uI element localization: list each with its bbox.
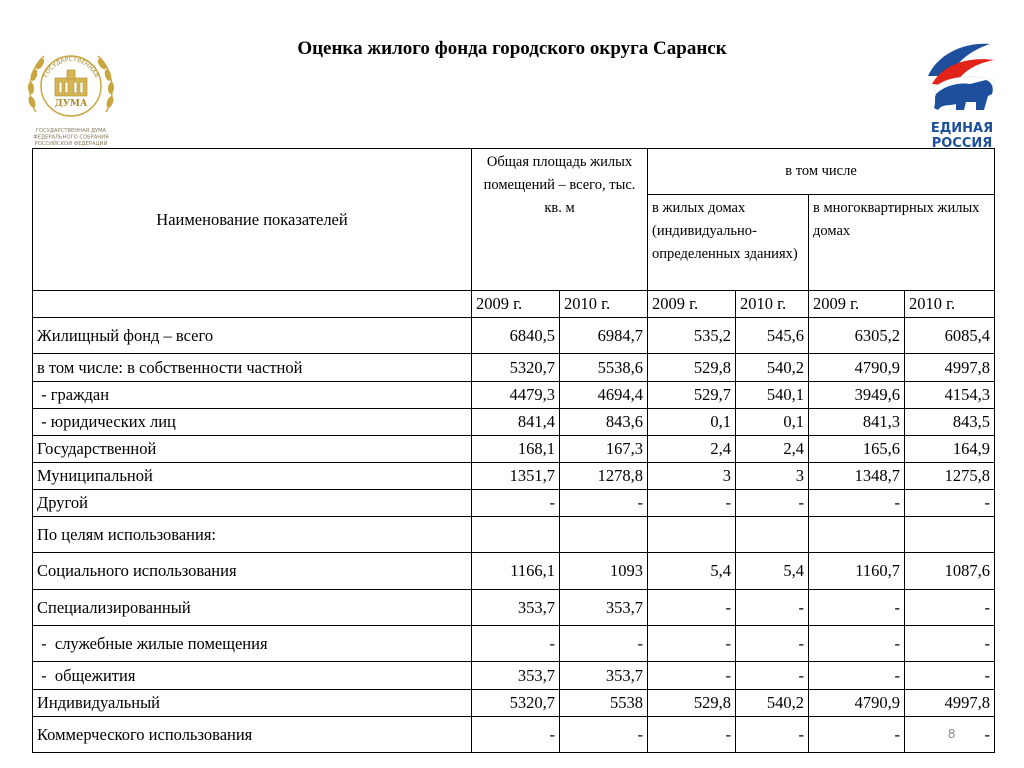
- row-label: Индивидуальный: [33, 690, 472, 717]
- logo-text-line-2: РОССИЯ: [931, 136, 993, 150]
- table-cell: 0,1: [736, 409, 809, 436]
- table-cell: 4694,4: [560, 382, 648, 409]
- table-cell: -: [905, 490, 995, 517]
- logo-text-line-1: ЕДИНАЯ: [930, 121, 994, 136]
- table-cell: -: [809, 662, 905, 690]
- table-cell: 4479,3: [472, 382, 560, 409]
- table-cell: 540,1: [736, 382, 809, 409]
- table-row: [33, 382, 995, 409]
- table-cell: -: [736, 590, 809, 626]
- table-cell: -: [560, 490, 648, 517]
- table-cell: -: [736, 662, 809, 690]
- row-label: - служебные жилые помещения: [33, 626, 472, 662]
- table-cell: 164,9: [905, 436, 995, 463]
- table-cell: 535,2: [648, 318, 736, 354]
- header-total-area: Общая площадь жилых помещений – всего, тыс. кв. м: [472, 149, 648, 291]
- table-cell: 1351,7: [472, 463, 560, 490]
- table-cell: 841,3: [809, 409, 905, 436]
- table-cell: -: [472, 717, 560, 753]
- table-cell: 168,1: [472, 436, 560, 463]
- table-row: [33, 436, 995, 463]
- table-cell: 2,4: [648, 436, 736, 463]
- table-cell: 5,4: [648, 553, 736, 590]
- table-row: [33, 590, 995, 626]
- table-cell: 3: [736, 463, 809, 490]
- table-cell: 1166,1: [472, 553, 560, 590]
- table-cell: 5538: [560, 690, 648, 717]
- row-label: - общежития: [33, 662, 472, 690]
- row-label: в том числе: в собственности частной: [33, 354, 472, 382]
- table-cell: -: [648, 717, 736, 753]
- table-cell: -: [472, 626, 560, 662]
- table-cell: 167,3: [560, 436, 648, 463]
- table-cell: 1160,7: [809, 553, 905, 590]
- year-apartment-2009: 2009 г.: [809, 291, 905, 318]
- year-total-2009: 2009 г.: [472, 291, 560, 318]
- table-cell: -: [905, 662, 995, 690]
- table-cell: -: [736, 626, 809, 662]
- table-cell: -: [809, 717, 905, 753]
- table-cell: 4790,9: [809, 690, 905, 717]
- row-label: - граждан: [33, 382, 472, 409]
- table-cell: 6984,7: [560, 318, 648, 354]
- page-title: Оценка жилого фонда городского округа Саранск: [297, 38, 727, 59]
- page-number: 8: [948, 726, 956, 741]
- table-cell: -: [809, 590, 905, 626]
- duma-caption-line-3: РОССИЙСКОЙ ФЕДЕРАЦИИ: [34, 141, 108, 147]
- table-cell: -: [905, 717, 995, 753]
- table-cell: 4154,3: [905, 382, 995, 409]
- table-cell: -: [905, 626, 995, 662]
- year-individual-2010: 2010 г.: [736, 291, 809, 318]
- table-cell: 540,2: [736, 354, 809, 382]
- table-cell: 1278,8: [560, 463, 648, 490]
- year-total-2010: 2010 г.: [560, 291, 648, 318]
- table-cell: 841,4: [472, 409, 560, 436]
- table-row: [33, 717, 995, 753]
- table-cell: 353,7: [472, 590, 560, 626]
- table-cell: 3949,6: [809, 382, 905, 409]
- state-duma-emblem: [22, 42, 120, 150]
- table-cell: 529,8: [648, 690, 736, 717]
- duma-word: ДУМА: [54, 99, 88, 109]
- table-cell: 4997,8: [905, 690, 995, 717]
- table-row: [33, 662, 995, 690]
- table-cell: -: [648, 490, 736, 517]
- table-row: [33, 463, 995, 490]
- row-label: - юридических лиц: [33, 409, 472, 436]
- table-cell: 353,7: [560, 590, 648, 626]
- row-label: Государственной: [33, 436, 472, 463]
- header-apartment-buildings: в многоквартирных жилых домах: [809, 195, 995, 291]
- table-row: [33, 318, 995, 354]
- table-cell: 6840,5: [472, 318, 560, 354]
- table-cell: 1275,8: [905, 463, 995, 490]
- table-cell: 6305,2: [809, 318, 905, 354]
- table-cell: -: [905, 590, 995, 626]
- table-cell: -: [648, 662, 736, 690]
- table-cell: 2,4: [736, 436, 809, 463]
- header-years-row: [33, 291, 995, 318]
- row-label: Другой: [33, 490, 472, 517]
- table-cell: 5320,7: [472, 354, 560, 382]
- year-individual-2009: 2009 г.: [648, 291, 736, 318]
- header-individual-houses: в жилых домах (индивидуально-определенных зданиях): [648, 195, 809, 291]
- table-cell: 165,6: [809, 436, 905, 463]
- table-row: [33, 490, 995, 517]
- row-label: По целям использования:: [33, 517, 472, 553]
- table-cell: -: [560, 626, 648, 662]
- table-cell: -: [736, 490, 809, 517]
- row-label: Муниципальной: [33, 463, 472, 490]
- table-row: [33, 626, 995, 662]
- table-cell: 540,2: [736, 690, 809, 717]
- table-row: [33, 690, 995, 717]
- row-label: Жилищный фонд – всего: [33, 318, 472, 354]
- table-cell: 3: [648, 463, 736, 490]
- table-cell: [560, 517, 648, 553]
- duma-caption-line-2: ФЕДЕРАЛЬНОГО СОБРАНИЯ: [33, 134, 109, 141]
- table-cell: 0,1: [648, 409, 736, 436]
- table-cell: [809, 517, 905, 553]
- table-cell: 353,7: [560, 662, 648, 690]
- table-cell: 843,6: [560, 409, 648, 436]
- table-cell: 5,4: [736, 553, 809, 590]
- united-russia-logo: [924, 36, 1000, 150]
- table-cell: 529,8: [648, 354, 736, 382]
- table-cell: 1348,7: [809, 463, 905, 490]
- table-cell: 1093: [560, 553, 648, 590]
- header-indicator-name: Наименование показателей: [33, 149, 472, 291]
- table-cell: 1087,6: [905, 553, 995, 590]
- housing-stock-table: [32, 148, 995, 753]
- table-cell: -: [809, 490, 905, 517]
- table-cell: -: [648, 590, 736, 626]
- duma-caption-line-1: ГОСУДАРСТВЕННАЯ ДУМА: [35, 128, 107, 134]
- table-row: [33, 354, 995, 382]
- table-cell: 545,6: [736, 318, 809, 354]
- table-cell: [736, 517, 809, 553]
- row-label: Специализированный: [33, 590, 472, 626]
- table-row: [33, 517, 995, 553]
- table-cell: 4997,8: [905, 354, 995, 382]
- header-including: в том числе: [648, 149, 995, 195]
- table-cell: 353,7: [472, 662, 560, 690]
- table-cell: 5538,6: [560, 354, 648, 382]
- table-cell: [905, 517, 995, 553]
- table-cell: -: [472, 490, 560, 517]
- table-cell: 5320,7: [472, 690, 560, 717]
- table-cell: -: [809, 626, 905, 662]
- table-cell: 529,7: [648, 382, 736, 409]
- row-label: Коммерческого использования: [33, 717, 472, 753]
- table-cell: -: [648, 626, 736, 662]
- table-cell: 6085,4: [905, 318, 995, 354]
- header-years-blank: [33, 291, 472, 318]
- table-row: [33, 553, 995, 590]
- table-cell: -: [736, 717, 809, 753]
- row-label: Социального использования: [33, 553, 472, 590]
- table-row: [33, 409, 995, 436]
- duma-ring-text: ГОСУДАРСТВЕННАЯ: [42, 55, 100, 79]
- table-cell: 4790,9: [809, 354, 905, 382]
- table-cell: [648, 517, 736, 553]
- table-cell: 843,5: [905, 409, 995, 436]
- table-cell: [472, 517, 560, 553]
- table-cell: -: [560, 717, 648, 753]
- year-apartment-2010: 2010 г.: [905, 291, 995, 318]
